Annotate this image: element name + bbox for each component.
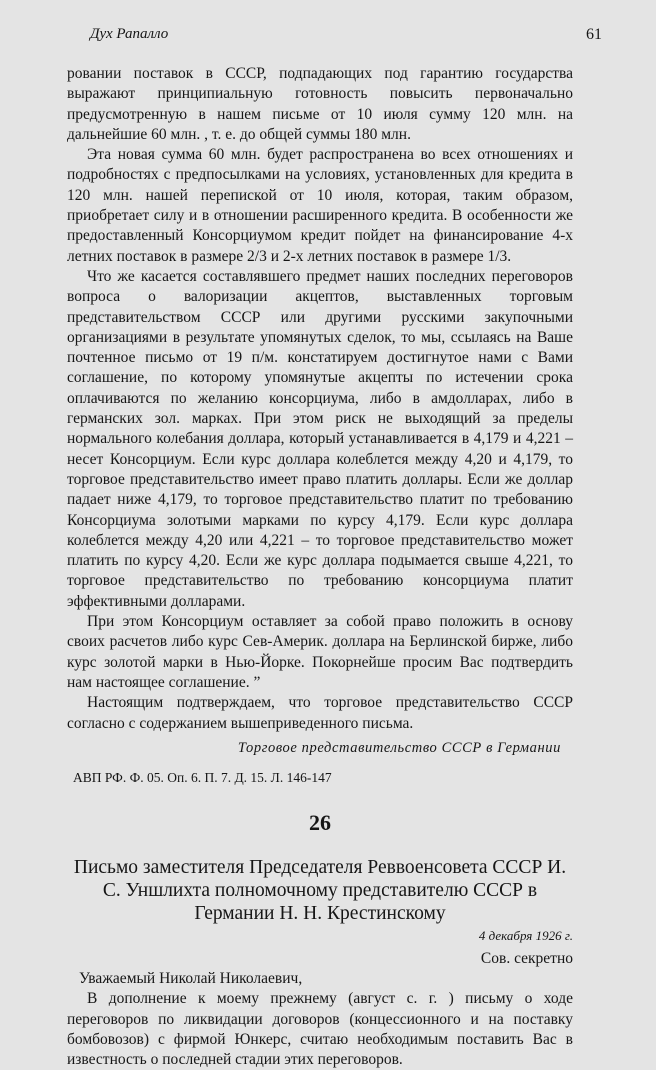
paragraph: В дополнение к моему прежнему (август с. г. ) письму о ходе переговоров по ликвидации договоров (концессионного и на поставку бомбовозов) с фирмой Юнкерс, считаю необходимым поставить Вас в известность о последней стадии этих переговоров. [67,990,573,1069]
page-number: 61 [586,26,602,43]
document-date: 4 декабря 1926 г. [478,928,573,944]
paragraph: ровании поставок в СССР, подпадающих под гарантию государства выражают принципиальную готовность повысить первоначально предусмотренную в нашем письме от 10 июля сумму 120 млн. на дальнейшие 60 млн. , т. е. до общей суммы 180 млн. [67,65,573,143]
signature: Торговое представительство СССР в Германии [237,739,561,756]
paragraph: Что же касается составлявшего предмет наших последних переговоров вопроса о валоризации акцептов, выставленных торговым представительством СССР или другими русскими закупочными организациями в результате упомянутых сделок, то мы, ссылаясь на Ваше почтенное письмо от 19 п/м. констатируем достигнутое нами с Вами соглашение, по которому упомянутые акцепты по истечении срока оплачиваются по желанию консорциума, либо в амдолларах, либо в германских зол. марках. При этом риск не выходящий за пределы нормального колебания доллара, который устанавливается в 4,179 и 4,221 – несет Консорциум. Если курс доллара колеблется между 4,20 и 4,179, то торговое представительство имеет право платить доллары. Если же доллар падает ниже 4,179, то торговое представительство платит по требованию Консорциума золотыми марками по курсу 4,179. Если курс доллара колеблется между 4,20 или 4,221 – то торговое представительство может платить по курсу 4,20. Если же курс доллара подымается свыше 4,221, то торговое представительство по требованию консорциума платит эффективными долларами. [67,267,573,610]
paragraph: Настоящим подтверждаем, что торговое представительство СССР согласно с содержанием вышеприведенного письма. [67,694,573,732]
archive-reference: АВП РФ. Ф. 05. Оп. 6. П. 7. Д. 15. Л. 146-147 [73,770,332,786]
paragraph: Эта новая сумма 60 млн. будет распространена во всех отношениях и подробностях с предпосылками на условиях, установленных для кредита в 120 млн. нашей перепиской от 10 июля, которая, таким образом, приобретает силу и в отношении расширенного кредита. В особенности же предоставленный Консорциумом кредит пойдет на финансирование 4-х летних поставок в размере 2/3 и 2-х летних поставок в размере 1/3. [67,146,573,265]
salutation: Уважаемый Николай Николаевич, [79,969,303,987]
running-title: Дух Рапалло [90,26,169,42]
page-body [67,64,573,1070]
classification-mark: Сов. секретно [480,949,573,967]
document-title: Письмо заместителя Председателя Реввоенсовета СССР И. С. Уншлихта полномочному представителю СССР в Германии Н. Н. Крестинскому [73,857,567,925]
paragraph: При этом Консорциум оставляет за собой право положить в основу своих расчетов либо курс Сев-Америк. доллара на Берлинской бирже, либо курс золотой марки в Нью-Йорке. Покорнейше просим Вас подтвердить нам настоящее соглашение. ” [67,613,573,691]
document-number: 26 [309,810,331,836]
